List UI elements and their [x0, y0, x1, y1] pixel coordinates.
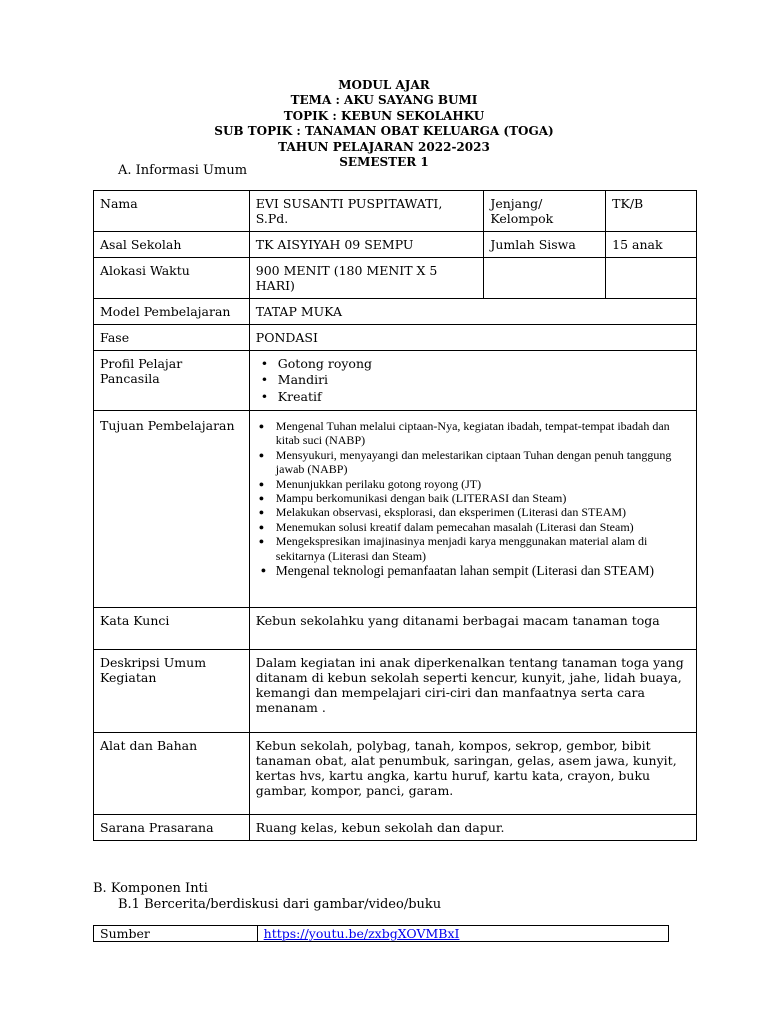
empty-cell: [606, 258, 697, 299]
list-item: ● Menunjukkan perilaku gotong royong (JT): [256, 477, 690, 491]
sekolah-value: TK AISYIYAH 09 SEMPU: [249, 232, 484, 258]
sumber-cell: [257, 926, 668, 942]
alat-label: Alat dan Bahan: [94, 733, 250, 815]
kata-kunci-label: Kata Kunci: [94, 608, 250, 650]
list-item: • Mandiri: [256, 372, 690, 388]
list-item: ● Menemukan solusi kreatif dalam pemecahan masalah (Literasi dan Steam): [256, 520, 690, 534]
list-item: • Gotong royong: [256, 356, 690, 372]
model-value: TATAP MUKA: [249, 299, 696, 325]
alokasi-label: Alokasi Waktu: [94, 258, 250, 299]
fase-value: PONDASI: [249, 325, 696, 351]
profil-label: Profil Pelajar Pancasila: [94, 351, 250, 411]
sarana-value: Ruang kelas, kebun sekolah dan dapur.: [249, 815, 696, 841]
list-item: ● Mengenal Tuhan melalui ciptaan-Nya, kegiatan ibadah, tempat-tempat ibadah dan kitab suci (NABP): [256, 419, 690, 448]
model-label: Model Pembelajaran: [94, 299, 250, 325]
empty-cell: [484, 258, 606, 299]
profil-list: [256, 356, 690, 405]
subtopik-line: SUB TOPIK : TANAMAN OBAT KELUARGA (TOGA): [214, 124, 554, 139]
list-item: ● Mengekspresikan imajinasinya menjadi karya menggunakan material alam di sekitarnya (Literasi dan Steam): [256, 534, 690, 563]
table-row: [94, 733, 697, 815]
jumlah-label: Jumlah Siswa: [484, 232, 606, 258]
semester-line: SEMESTER 1: [339, 155, 429, 170]
table-row: [94, 815, 697, 841]
list-item: ● Melakukan observasi, eksplorasi, dan eksperimen (Literasi dan STEAM): [256, 505, 690, 519]
tujuan-list: [256, 419, 690, 578]
sumber-table: [93, 925, 669, 942]
table-row: [94, 325, 697, 351]
tahun-line: TAHUN PELAJARAN 2022-2023: [278, 139, 490, 154]
jumlah-value: 15 anak: [606, 232, 697, 258]
fase-label: Fase: [94, 325, 250, 351]
doc-title: MODUL AJAR: [338, 78, 430, 92]
info-table: [93, 190, 697, 841]
table-row: [94, 351, 697, 411]
document-header: [0, 78, 768, 170]
sekolah-label: Asal Sekolah: [94, 232, 250, 258]
list-item: ● Mensyukuri, menyayangi dan melestarikan ciptaan Tuhan dengan penuh tanggung jawab (NABP): [256, 448, 690, 477]
sumber-link[interactable]: https://youtu.be/zxbgXOVMBxI: [263, 926, 460, 941]
list-item: ● Mampu berkomunikasi dengan baik (LITERASI dan Steam): [256, 491, 690, 505]
sarana-label: Sarana Prasarana: [94, 815, 250, 841]
table-row: [94, 258, 697, 299]
list-item: ● Mengenal teknologi pemanfaatan lahan sempit (Literasi dan STEAM): [256, 563, 690, 578]
table-row: [94, 650, 697, 733]
profil-value: [249, 351, 696, 411]
deskripsi-label: Deskripsi Umum Kegiatan: [94, 650, 250, 733]
nama-label: Nama: [94, 191, 250, 232]
list-item: • Kreatif: [256, 389, 690, 405]
sumber-label: Sumber: [94, 926, 258, 942]
tujuan-label: Tujuan Pembelajaran: [94, 411, 250, 608]
tema-line: TEMA : AKU SAYANG BUMI: [290, 93, 478, 108]
nama-value: EVI SUSANTI PUSPITAWATI, S.Pd.: [249, 191, 484, 232]
jenjang-value: TK/B: [606, 191, 697, 232]
table-row: [94, 411, 697, 608]
table-row: [94, 191, 697, 232]
table-row: [94, 608, 697, 650]
table-row: [94, 299, 697, 325]
table-row: [94, 926, 669, 942]
topik-line: TOPIK : KEBUN SEKOLAHKU: [283, 108, 485, 123]
section-b-heading: B. Komponen Inti: [93, 881, 208, 896]
alokasi-value: 900 MENIT (180 MENIT X 5 HARI): [249, 258, 484, 299]
table-row: [94, 232, 697, 258]
section-a-heading: A. Informasi Umum: [118, 163, 248, 178]
deskripsi-value: Dalam kegiatan ini anak diperkenalkan tentang tanaman toga yang ditanam di kebun sekolah seperti kencur, kunyit, jahe, lidah buaya, kemangi dan mempelajari ciri-ciri dan manfaatnya serta cara menanam .: [249, 650, 696, 733]
section-b1-heading: B.1 Bercerita/berdiskusi dari gambar/video/buku: [118, 897, 442, 912]
alat-value: Kebun sekolah, polybag, tanah, kompos, sekrop, gembor, bibit tanaman obat, alat penumbuk, saringan, gelas, asem jawa, kunyit, kertas hvs, kartu angka, kartu huruf, kartu kata, crayon, buku gambar, kompor, panci, garam.: [249, 733, 696, 815]
tujuan-value: [249, 411, 696, 608]
kata-kunci-value: Kebun sekolahku yang ditanami berbagai macam tanaman toga: [249, 608, 696, 650]
jenjang-label: Jenjang/ Kelompok: [484, 191, 606, 232]
